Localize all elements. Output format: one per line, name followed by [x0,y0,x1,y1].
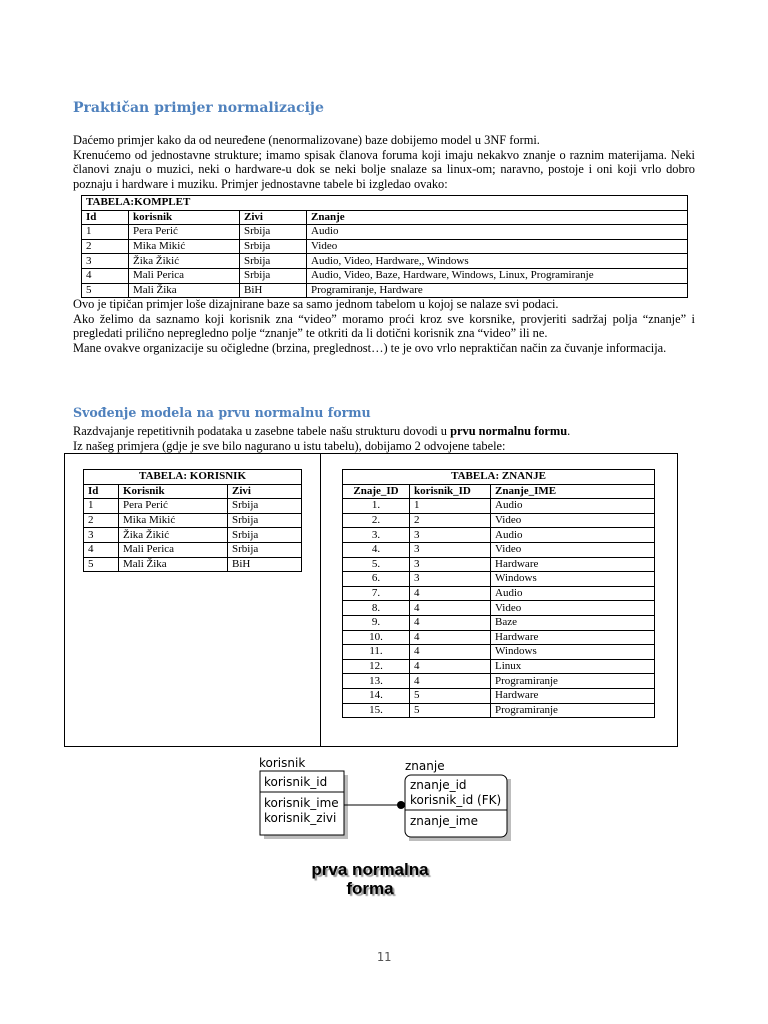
znanje-table-row [343,703,655,718]
znanje-table-row-cell: 4 [410,601,491,616]
korisnik-header-korisnik: Korisnik [119,484,228,499]
paragraph-drawbacks: Mane ovakve organizacije su očigledne (brzina, preglednost…) te je ovo vrlo nepraktičan način za čuvanje informacija. [73,340,667,355]
znanje-table-row [343,659,655,674]
page-number: 11 [376,950,392,964]
korisnik-table-row [84,528,302,543]
korisnik-table-row-cell: 5 [84,557,119,572]
znanje-table-row-cell: 4 [410,586,491,601]
znanje-table-row [343,557,655,572]
korisnik-table-row-cell: Srbija [228,499,302,514]
komplet-table-row-cell: 4 [82,268,129,283]
korisnik-table-row [84,513,302,528]
er-diagram [250,755,520,855]
znanje-table-row-cell: Hardware [491,557,655,572]
znanje-header-korisnik-id: korisnik_ID [410,484,491,499]
znanje-table-row-cell: 3 [410,542,491,557]
znanje-table-row-cell: 8. [343,601,410,616]
komplet-table-row-cell: Srbija [240,268,307,283]
znanje-table-row-cell: Audio [491,499,655,514]
korisnik-table-row-cell: Pera Perić [119,499,228,514]
komplet-table-row-cell: 5 [82,283,129,298]
znanje-table-row [343,601,655,616]
komplet-table-row-cell: Pera Perić [129,225,240,240]
znanje-header-id: Znaje_ID [343,484,410,499]
znanje-table-row-cell: 4 [410,645,491,660]
entity-korisnik-attr-zivi: korisnik_zivi [264,811,337,825]
paragraph-structure: Krenućemo od jednostavne strukture; imamo spisak članova foruma koji imaju nekakvo znanje o raznim materijama. Neki članovi znaju o muzici, neki o hardware-u dok se neki bolje snalaze sa linux-om; naravno, postoje i oni koji vrlo dobro poznaju i hardware i muziku. Primjer jednostavne tabele bi izgledao ovako: [73,147,695,191]
komplet-table-row-cell: 2 [82,239,129,254]
znanje-table-row-cell: Video [491,513,655,528]
section2-text [73,424,695,453]
znanje-table-row [343,615,655,630]
znanje-table-row-cell: 3 [410,572,491,587]
komplet-table-row-cell: 1 [82,225,129,240]
paragraph-separation: Razdvajanje repetitivnih podataka u zasebne tabele našu strukturu dovodi u prvu normalnu formu. [73,424,571,438]
korisnik-table-row-cell: 3 [84,528,119,543]
znanje-table-row-cell: 1 [410,499,491,514]
korisnik-table-row-cell: 4 [84,542,119,557]
tables-frame-divider [320,453,321,746]
komplet-header-zivi: Zivi [240,210,307,225]
korisnik-table-row-cell: BiH [228,557,302,572]
komplet-table-row [82,239,688,254]
znanje-table-row-cell: 3 [410,528,491,543]
znanje-table-row-cell: Programiranje [491,674,655,689]
diagram-caption-line2: forma [346,879,394,898]
znanje-table-row [343,688,655,703]
korisnik-table-row-cell: 1 [84,499,119,514]
komplet-table-row [82,225,688,240]
komplet-table-row-cell: Srbija [240,225,307,240]
komplet-table-row-cell: Mika Mikić [129,239,240,254]
znanje-table-row [343,542,655,557]
komplet-table-row-cell: Programiranje, Hardware [307,283,688,298]
znanje-header-ime: Znanje_IME [491,484,655,499]
znanje-table-row-cell: 2 [410,513,491,528]
table-komplet [81,195,688,298]
komplet-table-row-cell: Audio, Video, Baze, Hardware, Windows, Linux, Programiranje [307,268,688,283]
section1-text-after [73,297,695,355]
znanje-table-row-cell: 5. [343,557,410,572]
znanje-table-row-cell: 15. [343,703,410,718]
komplet-table-row-cell: BiH [240,283,307,298]
entity-znanje-pk: znanje_id [410,778,467,792]
znanje-table-row [343,499,655,514]
komplet-table-row-cell: Mali Žika [129,283,240,298]
komplet-table-row-cell: Audio [307,225,688,240]
znanje-table-row-cell: 7. [343,586,410,601]
korisnik-table-row-cell: Srbija [228,528,302,543]
znanje-table-row [343,645,655,660]
komplet-header-znanje: Znanje [307,210,688,225]
table-komplet-caption: TABELA:KOMPLET [82,196,688,211]
korisnik-table-row [84,499,302,514]
znanje-table-row-cell: Video [491,542,655,557]
diagram-caption-line1: prva normalna [311,860,429,879]
znanje-table-row-cell: 3. [343,528,410,543]
entity-korisnik-pk: korisnik_id [264,775,328,789]
znanje-table-row-cell: 5 [410,703,491,718]
znanje-table-row-cell: 4 [410,615,491,630]
table-korisnik [83,469,302,572]
znanje-table-row-cell: Audio [491,528,655,543]
znanje-table-row-cell: 2. [343,513,410,528]
komplet-table-row-cell: Video [307,239,688,254]
komplet-header-korisnik: korisnik [129,210,240,225]
znanje-table-row [343,586,655,601]
paragraph-bad-design: Ovo je tipičan primjer loše dizajnirane baze sa samo jednom tabelom u kojoj se nalaze svi podaci. [73,297,559,311]
table-znanje [342,469,655,718]
komplet-table-row-cell: Audio, Video, Hardware,, Windows [307,254,688,269]
znanje-table-row-cell: 11. [343,645,410,660]
table-korisnik-caption: TABELA: KORISNIK [84,470,302,485]
komplet-table-row [82,283,688,298]
znanje-table-row [343,513,655,528]
entity-znanje-attr-ime: znanje_ime [410,814,478,828]
entity-znanje-label: znanje [405,759,445,773]
paragraph-intro: Daćemo primjer kako da od neuređene (nenormalizovane) baze dobijemo model u 3NF formi. [73,133,540,147]
znanje-table-row-cell: Baze [491,615,655,630]
korisnik-header-zivi: Zivi [228,484,302,499]
znanje-table-row-cell: Programiranje [491,703,655,718]
znanje-table-row-cell: Windows [491,572,655,587]
komplet-table-row-cell: 3 [82,254,129,269]
entity-korisnik-attr-ime: korisnik_ime [264,796,339,810]
komplet-table-row [82,254,688,269]
znanje-table-row-cell: 1. [343,499,410,514]
bold-first-normal-form: prvu normalnu formu [450,424,568,438]
korisnik-table-row-cell: Srbija [228,542,302,557]
komplet-table-row-cell: Mali Perica [129,268,240,283]
znanje-table-row-cell: Hardware [491,688,655,703]
korisnik-table-row-cell: Žika Žikić [119,528,228,543]
znanje-table-row-cell: 5 [410,688,491,703]
znanje-table-row-cell: 9. [343,615,410,630]
znanje-table-row [343,528,655,543]
table-znanje-caption: TABELA: ZNANJE [343,470,655,485]
korisnik-header-id: Id [84,484,119,499]
korisnik-table-row [84,557,302,572]
korisnik-table-row-cell: Mika Mikić [119,513,228,528]
znanje-table-row-cell: 12. [343,659,410,674]
znanje-table-row-cell: Audio [491,586,655,601]
entity-znanje-fk: korisnik_id (FK) [410,793,502,807]
korisnik-table-row-cell: 2 [84,513,119,528]
relationship-end-dot [397,801,405,809]
znanje-table-row-cell: 4 [410,659,491,674]
znanje-table-row-cell: 4. [343,542,410,557]
korisnik-table-row [84,542,302,557]
znanje-table-row-cell: 14. [343,688,410,703]
paragraph-two-tables: Iz našeg primjera (gdje je sve bilo nagurano u istu tabelu), dobijamo 2 odvojene tabele: [73,438,506,453]
korisnik-table-row-cell: Mali Perica [119,542,228,557]
znanje-table-row [343,674,655,689]
komplet-header-id: Id [82,210,129,225]
znanje-table-row-cell: 6. [343,572,410,587]
diagram-caption [280,860,460,898]
korisnik-table-row-cell: Srbija [228,513,302,528]
entity-korisnik-label: korisnik [259,756,306,770]
znanje-table-row-cell: Video [491,601,655,616]
znanje-table-row-cell: Hardware [491,630,655,645]
znanje-table-row-cell: 3 [410,557,491,572]
section1-text [73,133,695,191]
komplet-table-row-cell: Srbija [240,254,307,269]
section-title-first-normal-form: Svođenje modela na prvu normalnu formu [73,405,371,420]
znanje-table-row-cell: 13. [343,674,410,689]
section-title-normalization: Praktičan primjer normalizacije [73,100,324,116]
znanje-table-row [343,630,655,645]
znanje-table-row-cell: 4 [410,674,491,689]
korisnik-table-row-cell: Mali Žika [119,557,228,572]
paragraph-video-search: Ako želimo da saznamo koji korisnik zna “video” moramo proći kroz sve korsnike, provjeriti sadržaj polja “znanje” i pregledati prilično nepregledno polje “znanje” te otkriti da li dotični korisnik zna “video” ili ne. [73,311,695,341]
znanje-table-row-cell: 10. [343,630,410,645]
znanje-table-row [343,572,655,587]
znanje-table-row-cell: 4 [410,630,491,645]
komplet-table-row [82,268,688,283]
znanje-table-row-cell: Windows [491,645,655,660]
komplet-table-row-cell: Srbija [240,239,307,254]
znanje-table-row-cell: Linux [491,659,655,674]
komplet-table-row-cell: Žika Žikić [129,254,240,269]
